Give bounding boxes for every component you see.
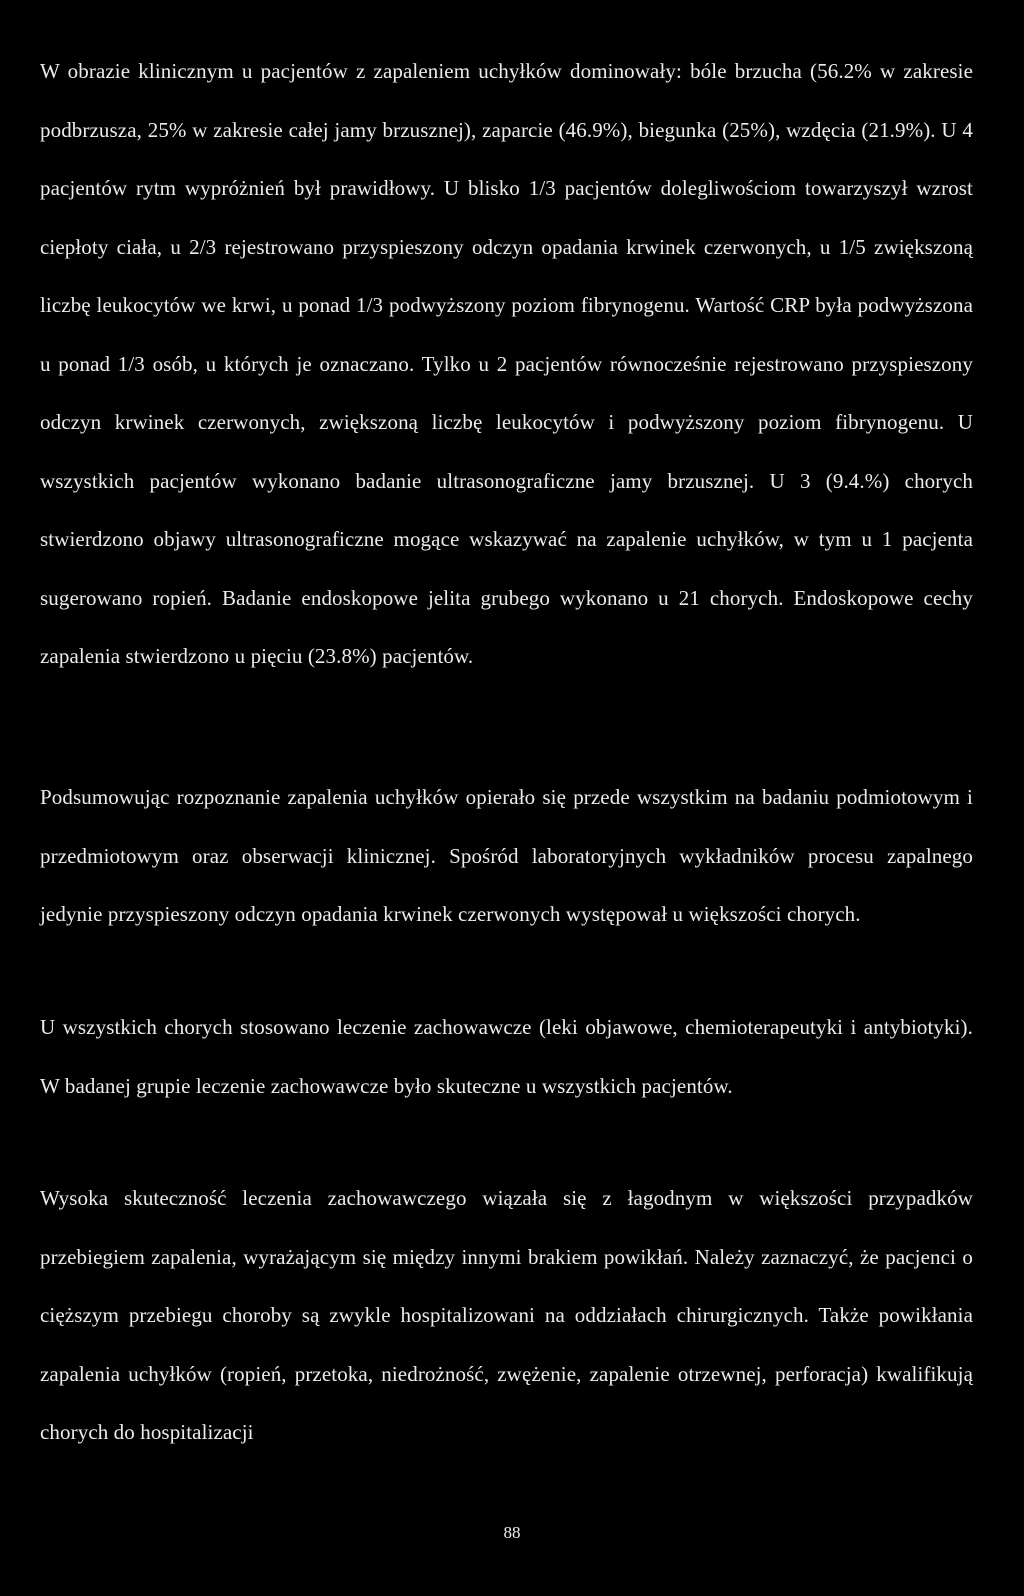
page-number: 88 (503, 1523, 521, 1542)
paragraph-diagnosis-summary: Podsumowując rozpoznanie zapalenia uchyłków opierało się przede wszystkim na badaniu podmiotowym i przedmiotowym oraz obserwacji klinicznej. Spośród laboratoryjnych wykładników procesu zapalnego jedynie przyspieszony odczyn opadania krwinek czerwonych występował u większości chorych. (40, 785, 973, 926)
paragraph-treatment: U wszystkich chorych stosowano leczenie zachowawcze (leki objawowe, chemioterapeutyki i antybiotyki). W badanej grupie leczenie zachowawcze było skuteczne u wszystkich pacjentów. (40, 1015, 973, 1098)
paragraph-treatment-effectiveness: Wysoka skuteczność leczenia zachowawczego wiązała się z łagodnym w większości przypadków przebiegiem zapalenia, wyrażającym się między innymi brakiem powikłań. Należy zaznaczyć, że pacjenci o cięższym przebiegu choroby są zwykle hospitalizowani na oddziałach chirurgicznych. Także powikłania zapalenia uchyłków (ropień, przetoka, niedrożność, zwężenie, zapalenie otrzewnej, perforacja) kwalifikują chorych do hospitalizacji (40, 1186, 973, 1444)
paragraph-clinical-findings: W obrazie klinicznym u pacjentów z zapaleniem uchyłków dominowały: bóle brzucha (56.2% w zakresie podbrzusza, 25% w zakresie całej jamy brzusznej), zaparcie (46.9%), biegunka (25%), wzdęcia (21.9%). U 4 pacjentów rytm wypróżnień był prawidłowy. U blisko 1/3 pacjentów dolegliwościom towarzyszył wzrost ciepłoty ciała, u 2/3 rejestrowano przyspieszony odczyn opadania krwinek czerwonych, u 1/5 zwiększoną liczbę leukocytów we krwi, u ponad 1/3 podwyższony poziom fibrynogenu. Wartość CRP była podwyższona u ponad 1/3 osób, u których je oznaczano. Tylko u 2 pacjentów równocześnie rejestrowano przyspieszony odczyn krwinek czerwonych, zwiększoną liczbę leukocytów i podwyższony poziom fibrynogenu. U wszystkich pacjentów wykonano badanie ultrasonograficzne jamy brzusznej. U 3 (9.4.%) chorych stwierdzono objawy ultrasonograficzne mogące wskazywać na zapalenie uchyłków, w tym u 1 pacjenta sugerowano ropień. Badanie endoskopowe jelita grubego wykonano u 21 chorych. Endoskopowe cechy zapalenia stwierdzono u pięciu (23.8%) pacjentów. (40, 59, 973, 668)
